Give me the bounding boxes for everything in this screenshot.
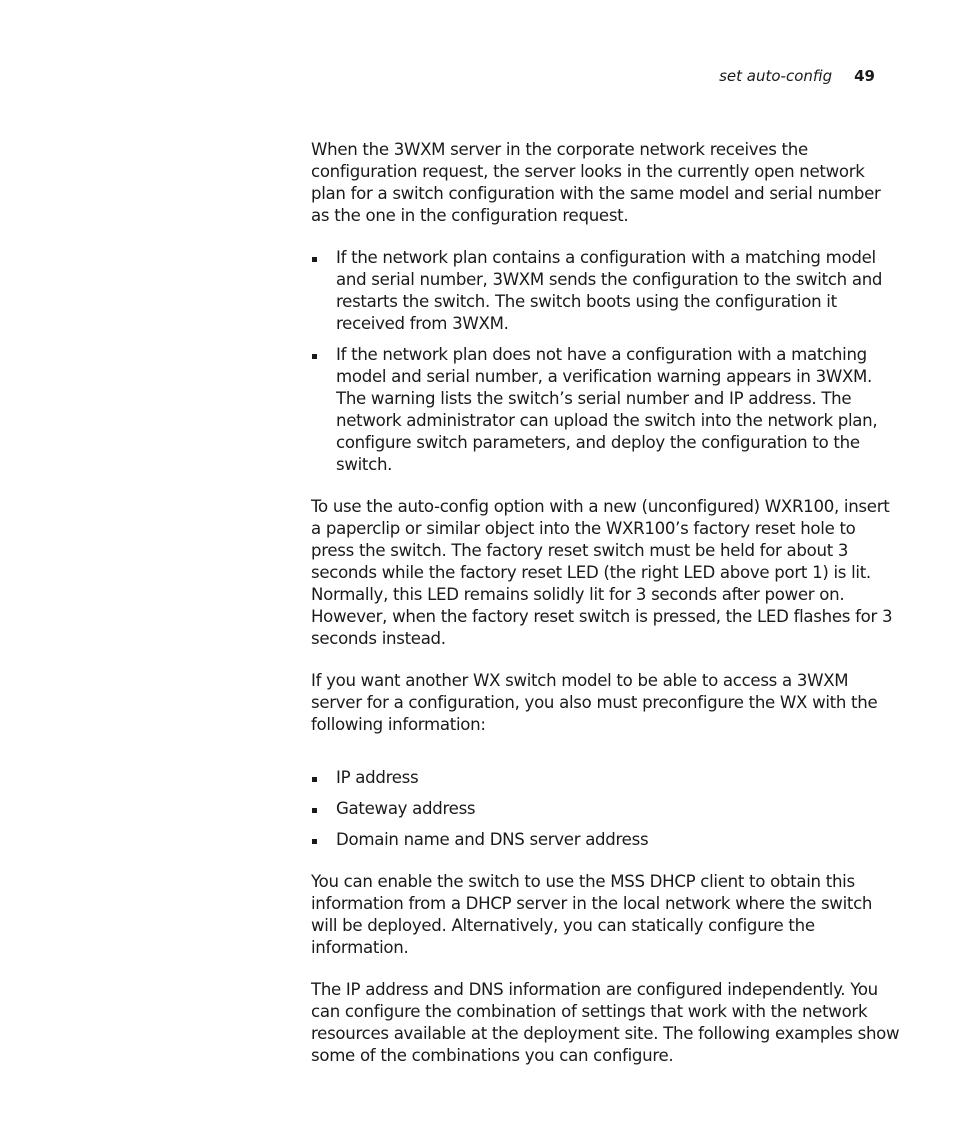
list-item	[311, 767, 901, 789]
section-title: set auto-config	[719, 67, 833, 85]
paragraph-preconfigure: If you want another WX switch model to be able to access a 3WXM server for a configuration, you also must preconfigure the WX with the following information:	[311, 671, 878, 734]
square-bullet-icon	[312, 777, 317, 782]
paragraph-3wxm-request: When the 3WXM server in the corporate network receives the configuration request, the server looks in the currently open network plan for a switch configuration with the same model and serial number as the one in the configuration request.	[311, 140, 881, 225]
list-item-text: If the network plan does not have a configuration with a matching model and serial number, a verification warning appears in 3WXM. The warning lists the switch’s serial number and IP address. The network administrator can upload the switch into the network plan, configure switch parameters, and deploy the configuration to the switch.	[336, 345, 878, 474]
list-item	[311, 829, 901, 851]
list-item-text: Gateway address	[336, 799, 476, 818]
bullet-list-required-info	[311, 767, 901, 851]
paragraph-combinations: The IP address and DNS information are configured independently. You can configure the combination of settings that work with the network resources available at the deployment site. The following examples show some of the combinations you can configure.	[311, 980, 900, 1065]
list-item-text: If the network plan contains a configuration with a matching model and serial number, 3WXM sends the configuration to the switch and restarts the switch. The switch boots using the configuration it received from 3WXM.	[336, 248, 883, 333]
bullet-list-plan-outcomes	[311, 247, 901, 476]
square-bullet-icon	[312, 808, 317, 813]
running-header	[719, 66, 875, 86]
page-number: 49	[854, 67, 875, 85]
list-item	[311, 247, 901, 335]
list-item	[311, 344, 901, 476]
list-item	[311, 798, 901, 820]
square-bullet-icon	[312, 839, 317, 844]
list-item-text: Domain name and DNS server address	[336, 830, 649, 849]
list-item-text: IP address	[336, 768, 419, 787]
square-bullet-icon	[312, 257, 317, 262]
page-body	[311, 139, 901, 1087]
paragraph-dhcp-client: You can enable the switch to use the MSS DHCP client to obtain this information from a DHCP server in the local network where the switch will be deployed. Alternatively, you can statically configure the information.	[311, 872, 873, 957]
paragraph-factory-reset: To use the auto-config option with a new (unconfigured) WXR100, insert a paperclip or similar object into the WXR100’s factory reset hole to press the switch. The factory reset switch must be held for about 3 seconds while the factory reset LED (the right LED above port 1) is lit. Normally, this LED remains solidly lit for 3 seconds after power on. However, when the factory reset switch is pressed, the LED flashes for 3 seconds instead.	[311, 497, 893, 648]
square-bullet-icon	[312, 354, 317, 359]
